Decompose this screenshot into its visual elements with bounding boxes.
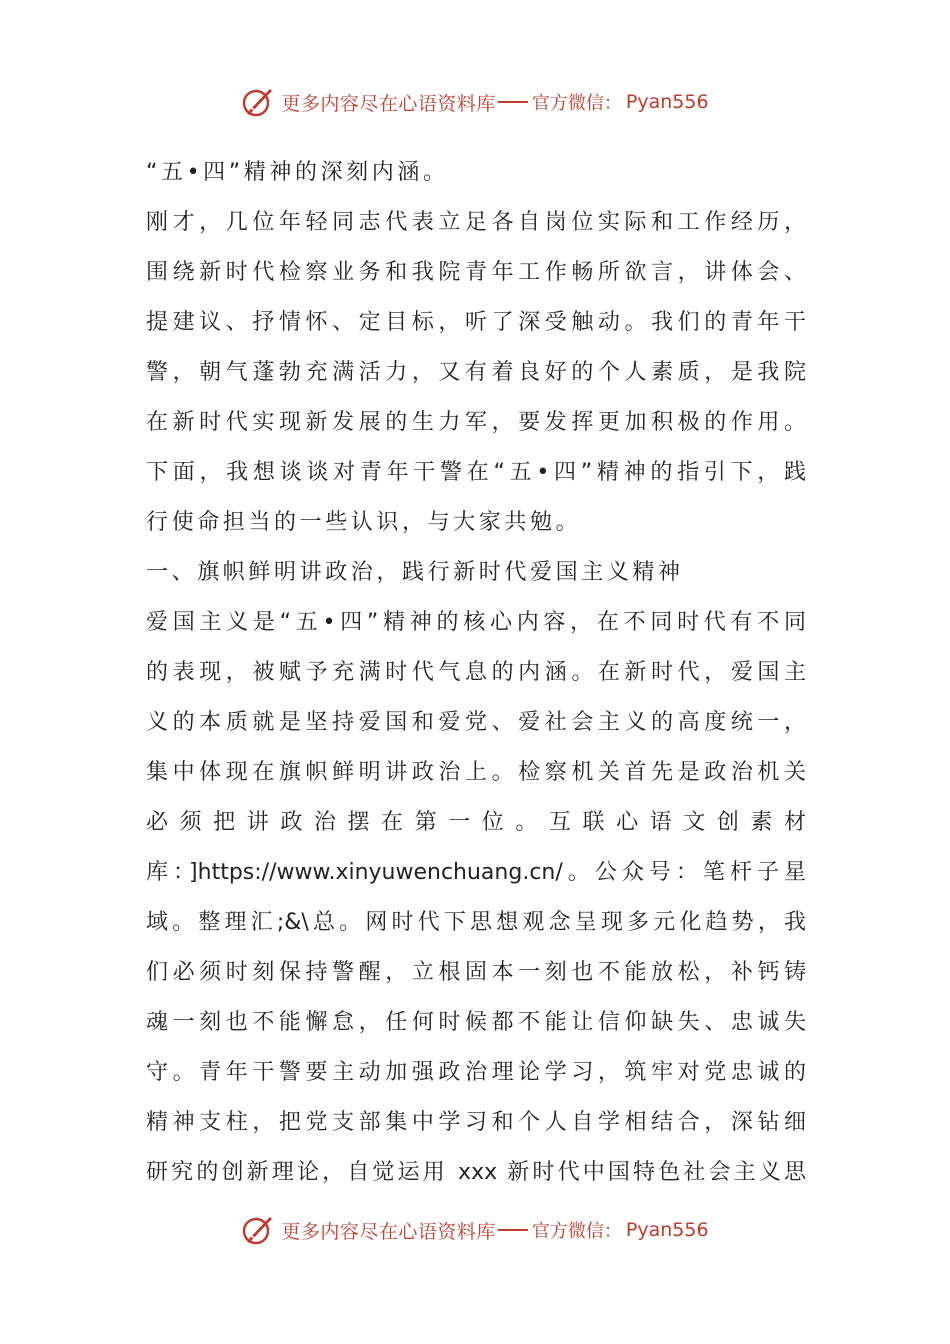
header-wechat-label: 官方微信： <box>531 93 622 114</box>
body-line: 研究的创新理论，自觉运用 xxx 新时代中国特色社会主义思 <box>146 1160 806 1185</box>
footer-banner-dash <box>498 1229 528 1231</box>
body-line: 库：]https://www.xinyuwenchuang.cn/。公众号：笔杆子星 <box>146 860 806 885</box>
body-line: 必 须 把 讲 政 治 摆 在 第 一 位 。 互 联 心 语 文 创 素 材 <box>146 810 806 835</box>
body-line: “五•四”精神的深刻内涵。 <box>146 160 449 185</box>
body-line: 围绕新时代检察业务和我院青年工作畅所欲言，讲体会、 <box>146 260 806 285</box>
body-line: 的表现，被赋予充满时代气息的内涵。在新时代，爱国主 <box>146 660 806 685</box>
footer-banner <box>0 1208 950 1252</box>
body-line: 守。青年干警要主动加强政治理论学习，筑牢对党忠诚的 <box>146 1060 806 1085</box>
body-line: 爱国主义是“五•四”精神的核心内容，在不同时代有不同 <box>146 610 806 635</box>
header-wechat-id: Pyan556 <box>625 91 709 113</box>
body-line: 魂一刻也不能懈怠，任何时候都不能让信仰缺失、忠诚失 <box>146 1010 806 1035</box>
header-banner <box>0 80 950 124</box>
body-line: 义的本质就是坚持爱国和爱党、爱社会主义的高度统一， <box>146 710 806 735</box>
pen-nib-logo-icon <box>241 85 275 119</box>
body-line: 们必须时刻保持警醒，立根固本一刻也不能放松，补钙铸 <box>146 960 806 985</box>
body-line: 刚才，几位年轻同志代表立足各自岗位实际和工作经历， <box>146 210 806 235</box>
body-line: 行使命担当的一些认识，与大家共勉。 <box>146 510 582 535</box>
footer-banner-text: 更多内容尽在心语资料库 <box>281 1220 496 1243</box>
document-body <box>146 148 806 1198</box>
body-line: 精神支柱，把党支部集中学习和个人自学相结合，深钻细 <box>146 1110 806 1135</box>
body-line: 域。整理汇;&\总。网时代下思想观念呈现多元化趋势，我 <box>146 910 806 935</box>
body-line: 下面，我想谈谈对青年干警在“五•四”精神的指引下，践 <box>146 460 806 485</box>
section-heading: 一、旗帜鲜明讲政治，践行新时代爱国主义精神 <box>146 560 684 585</box>
header-banner-text: 更多内容尽在心语资料库 <box>281 92 496 115</box>
header-banner-dash <box>498 101 528 103</box>
pen-nib-logo-icon <box>241 1213 275 1247</box>
body-line: 集中体现在旗帜鲜明讲政治上。检察机关首先是政治机关 <box>146 760 806 785</box>
body-line: 在新时代实现新发展的生力军，要发挥更加积极的作用。 <box>146 410 806 435</box>
footer-wechat-id: Pyan556 <box>625 1219 709 1241</box>
footer-wechat-label: 官方微信： <box>531 1221 622 1242</box>
body-line: 警，朝气蓬勃充满活力，又有着良好的个人素质，是我院 <box>146 360 806 385</box>
body-line: 提建议、抒情怀、定目标，听了深受触动。我们的青年干 <box>146 310 806 335</box>
